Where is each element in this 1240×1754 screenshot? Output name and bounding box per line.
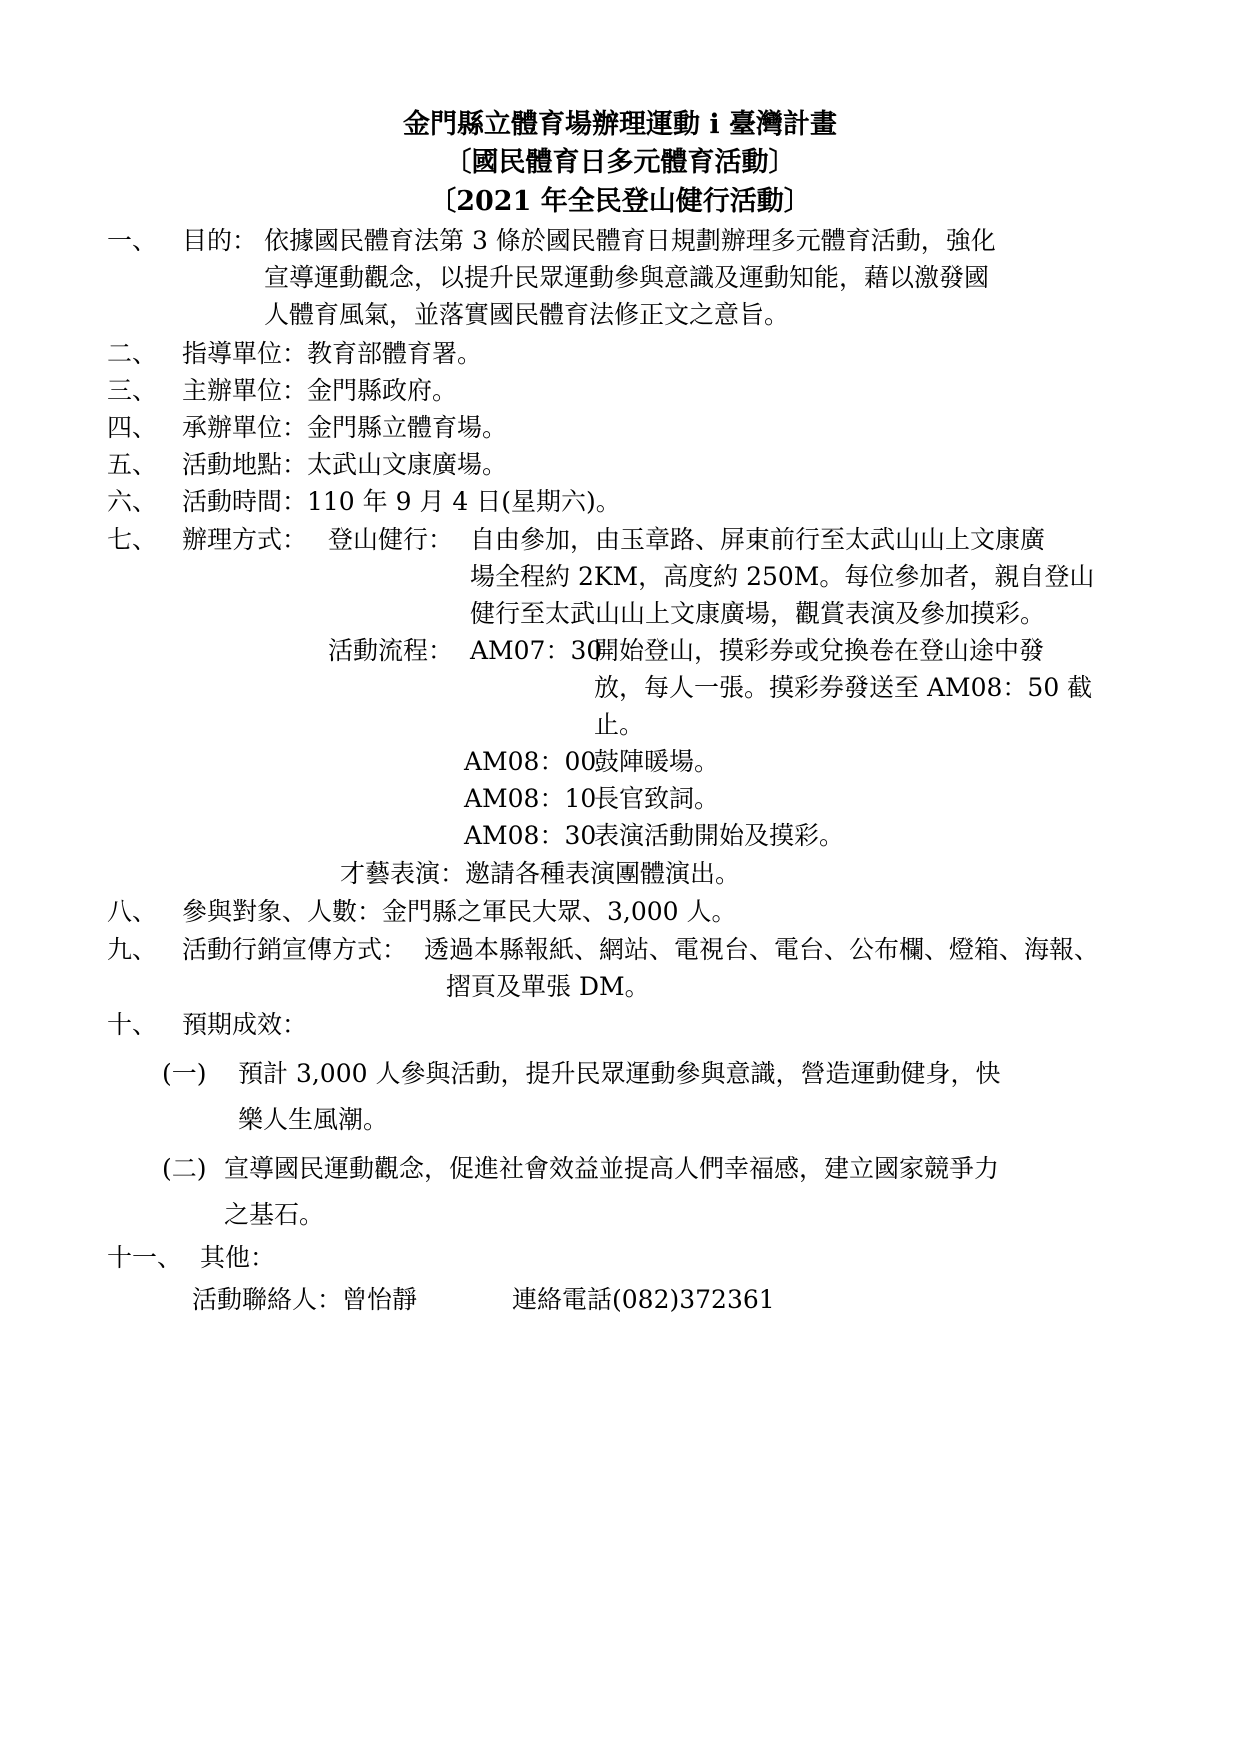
flow-desc: 放，每人一張。摸彩券發送至 AM08：50 截 bbox=[594, 673, 1093, 702]
flow-time: AM08：10 bbox=[464, 784, 597, 813]
section-1-line: 宣導運動觀念，以提升民眾運動參與意識及運動知能，藉以激發國 bbox=[264, 263, 990, 292]
section-9-label: 活動行銷宣傳方式： bbox=[182, 935, 408, 964]
flow-desc: 長官致詞。 bbox=[594, 784, 720, 813]
doc-subtitle-2: 〔2021 年全民登山健行活動〕 bbox=[429, 186, 811, 217]
section-9-number: 九、 bbox=[107, 935, 158, 964]
flow-time: AM07：30 bbox=[470, 636, 603, 665]
section-7-number: 七、 bbox=[107, 525, 158, 554]
sub-item-line: 預計 3,000 人參與活動，提升民眾運動參與意識，營造運動健身，快 bbox=[238, 1059, 1001, 1088]
hiking-line: 健行至太武山山上文康廣場，觀賞表演及參加摸彩。 bbox=[470, 599, 1046, 628]
section-6-text: 活動時間：110 年 9 月 4 日(星期六)。 bbox=[182, 487, 621, 516]
section-8-text: 參與對象、人數：金門縣之軍民大眾、3,000 人。 bbox=[182, 897, 737, 926]
section-1-number: 一、 bbox=[107, 226, 158, 255]
section-8-number: 八、 bbox=[107, 897, 158, 926]
section-6-number: 六、 bbox=[107, 487, 158, 516]
section-1-label: 目的： bbox=[182, 226, 258, 255]
section-4-text: 承辦單位：金門縣立體育場。 bbox=[182, 413, 508, 442]
section-10-label: 預期成效： bbox=[182, 1010, 308, 1039]
sub-item-number: (一) bbox=[162, 1059, 207, 1088]
flow-time: AM08：00 bbox=[464, 747, 597, 776]
doc-subtitle-1: 〔國民體育日多元體育活動〕 bbox=[444, 147, 796, 178]
flow-desc: 鼓陣暖場。 bbox=[594, 747, 720, 776]
contact-phone: 連絡電話(082)372361 bbox=[512, 1285, 775, 1314]
sub-item-line: 樂人生風潮。 bbox=[238, 1105, 389, 1134]
contact-person: 活動聯絡人：曾怡靜 bbox=[192, 1285, 418, 1314]
section-1-line: 人體育風氣，並落實國民體育法修正文之意旨。 bbox=[264, 300, 790, 329]
sub-item-line: 宣導國民運動觀念，促進社會效益並提高人們幸福感，建立國家競爭力 bbox=[224, 1154, 1000, 1183]
section-1-line: 依據國民體育法第 3 條於國民體育日規劃辦理多元體育活動，強化 bbox=[264, 226, 996, 255]
section-11-number: 十一、 bbox=[107, 1243, 183, 1272]
talent-show: 才藝表演：邀請各種表演團體演出。 bbox=[340, 859, 741, 888]
hiking-line: 場全程約 2KM，高度約 250M。每位參加者，親自登山 bbox=[470, 562, 1095, 591]
flow-desc: 表演活動開始及摸彩。 bbox=[594, 821, 845, 850]
section-7-label: 辦理方式： bbox=[182, 525, 308, 554]
flow-time: AM08：30 bbox=[464, 821, 597, 850]
flow-desc: 開始登山，摸彩券或兌換卷在登山途中發 bbox=[594, 636, 1045, 665]
flow-label: 活動流程： bbox=[328, 636, 454, 665]
section-5-text: 活動地點：太武山文康廣場。 bbox=[182, 450, 508, 479]
flow-desc: 止。 bbox=[594, 710, 645, 739]
section-2-number: 二、 bbox=[107, 339, 158, 368]
sub-item-number: (二) bbox=[162, 1154, 207, 1183]
doc-title: 金門縣立體育場辦理運動 i 臺灣計畫 bbox=[402, 109, 838, 140]
hiking-line: 自由參加，由玉章路、屏東前行至太武山山上文康廣 bbox=[470, 525, 1046, 554]
section-4-number: 四、 bbox=[107, 413, 158, 442]
section-10-number: 十、 bbox=[107, 1010, 158, 1039]
hiking-label: 登山健行： bbox=[328, 525, 454, 554]
section-3-number: 三、 bbox=[107, 376, 158, 405]
section-5-number: 五、 bbox=[107, 450, 158, 479]
section-9-line: 透過本縣報紙、網站、電視台、電台、公布欄、燈箱、海報、 bbox=[424, 935, 1100, 964]
section-9-line: 摺頁及單張 DM。 bbox=[446, 972, 650, 1001]
section-3-text: 主辦單位：金門縣政府。 bbox=[182, 376, 458, 405]
sub-item-line: 之基石。 bbox=[224, 1200, 325, 1229]
section-11-label: 其他： bbox=[200, 1243, 276, 1272]
section-2-text: 指導單位：教育部體育署。 bbox=[182, 339, 483, 368]
